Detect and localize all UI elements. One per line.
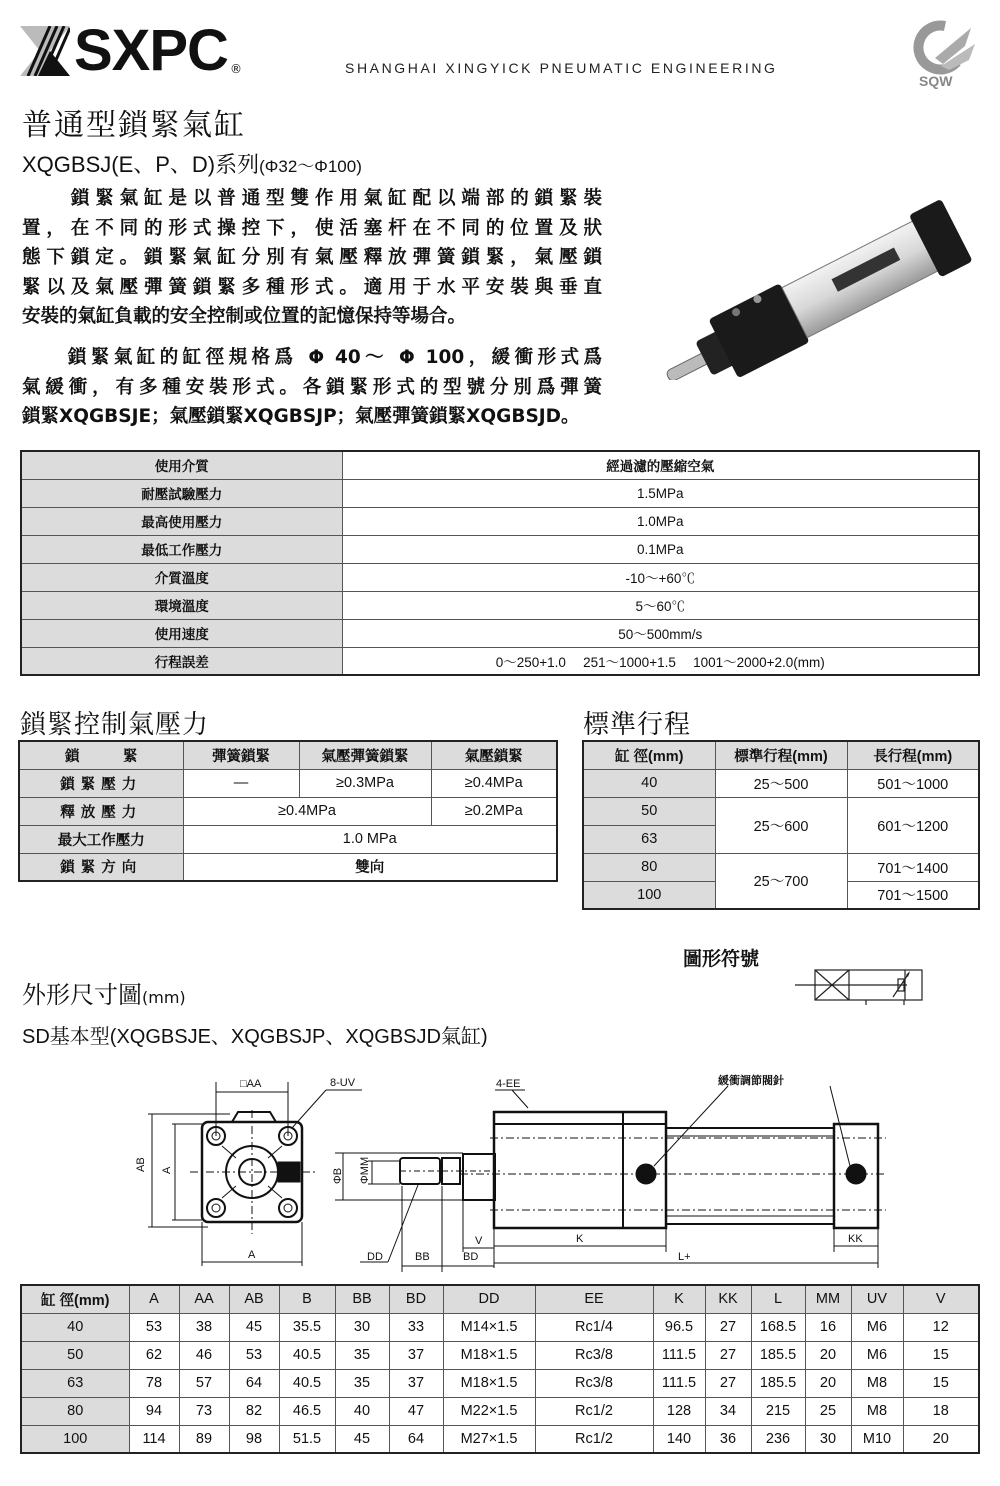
cell: ≥0.2MPa	[431, 797, 557, 825]
table-row	[21, 1341, 979, 1369]
cell: 96.5	[653, 1313, 705, 1341]
sxpc-logo-mark-icon	[20, 26, 70, 76]
cell: 45	[335, 1425, 389, 1453]
cell: 57	[179, 1369, 229, 1397]
row-label: 最大工作壓力	[19, 825, 183, 853]
table-row	[21, 507, 979, 535]
bore-cell: 100	[583, 881, 715, 909]
header-cell: 鎖 緊	[19, 741, 183, 769]
cell: 46	[179, 1341, 229, 1369]
cell: Rc1/4	[535, 1313, 653, 1341]
series-name: XQGBSJ(E、P、D)系列	[22, 152, 260, 177]
cell: 30	[805, 1425, 851, 1453]
cell: 185.5	[751, 1341, 805, 1369]
intro-paragraph-1	[22, 184, 602, 332]
bore-cell: 80	[21, 1397, 129, 1425]
label-a-vertical: A	[161, 1166, 173, 1174]
cell: M8	[851, 1369, 903, 1397]
lock-section-title: 鎖緊控制氣壓力	[20, 710, 210, 740]
spec-value: 0～250+1.0 251～1000+1.5 1001～2000+2.0(mm)	[342, 647, 979, 675]
company-name: SHANGHAI XINGYICK PNEUMATIC ENGINEERING	[345, 60, 778, 76]
header-cell: 氣壓彈簧鎖緊	[299, 741, 431, 769]
cell: 89	[179, 1425, 229, 1453]
paragraph-line: 氣緩衝，有多種安裝形式。各鎖緊形式的型號分別爲彈簧	[22, 376, 602, 398]
cell: 34	[705, 1397, 751, 1425]
bore-cell: 50	[583, 797, 715, 825]
symbol-label: 圖形符號	[683, 948, 760, 970]
logo-text: SXPC	[74, 18, 228, 83]
table-row	[21, 1369, 979, 1397]
cell: 27	[705, 1341, 751, 1369]
cell: 27	[705, 1369, 751, 1397]
cell: 111.5	[653, 1369, 705, 1397]
cylinder-product-photo	[625, 160, 995, 380]
bore-cell: 63	[21, 1369, 129, 1397]
cell: 62	[129, 1341, 179, 1369]
table-row	[19, 853, 557, 881]
cell: 15	[903, 1341, 979, 1369]
cell: 601～1200	[847, 797, 979, 853]
cell: Rc1/2	[535, 1397, 653, 1425]
cell: 701～1400	[847, 853, 979, 881]
cell: 51.5	[279, 1425, 335, 1453]
cell: 25～700	[715, 853, 847, 909]
cell: 140	[653, 1425, 705, 1453]
spec-label: 最低工作壓力	[21, 535, 342, 563]
lock-pressure-table	[18, 740, 558, 882]
spec-value: 0.1MPa	[342, 535, 979, 563]
cell: 25	[805, 1397, 851, 1425]
label-phi-mm: ΦMM	[359, 1156, 371, 1184]
spec-value: 1.0MPa	[342, 507, 979, 535]
cell: 47	[389, 1397, 443, 1425]
header-cell: B	[279, 1285, 335, 1313]
spec-value: -10～+60℃	[342, 563, 979, 591]
header-cell: A	[129, 1285, 179, 1313]
cell: ≥0.3MPa	[299, 769, 431, 797]
cell: 40.5	[279, 1369, 335, 1397]
table-row	[21, 591, 979, 619]
header-cell: BD	[389, 1285, 443, 1313]
spec-label: 使用速度	[21, 619, 342, 647]
table-row	[21, 647, 979, 675]
label-uv: 8-UV	[330, 1077, 356, 1089]
sqw-logo-text: SQW	[919, 73, 953, 89]
cell: 53	[129, 1313, 179, 1341]
cell: 45	[229, 1313, 279, 1341]
cell: 215	[751, 1397, 805, 1425]
header-cell: DD	[443, 1285, 535, 1313]
dimensions-unit: (mm)	[142, 988, 186, 1007]
header-cell: AB	[229, 1285, 279, 1313]
header-cell: L	[751, 1285, 805, 1313]
pneumatic-symbol-icon	[795, 965, 925, 1005]
bore-cell: 100	[21, 1425, 129, 1453]
paragraph-line: 緊以及氣壓彈簧鎖緊多種形式。適用于水平安裝與垂直	[22, 276, 602, 298]
series-subtitle	[22, 148, 362, 179]
cell: 78	[129, 1369, 179, 1397]
cell: M18×1.5	[443, 1369, 535, 1397]
series-range: (Φ32～Φ100)	[259, 157, 362, 176]
cell: 53	[229, 1341, 279, 1369]
cell: 27	[705, 1313, 751, 1341]
paragraph-line: 鎖緊XQGBSJE；氣壓鎖緊XQGBSJP；氣壓彈簧鎖緊XQGBSJD。	[22, 406, 580, 427]
cell: M27×1.5	[443, 1425, 535, 1453]
cell: 128	[653, 1397, 705, 1425]
cell: Rc3/8	[535, 1369, 653, 1397]
bore-cell: 63	[583, 825, 715, 853]
dimensions-title	[22, 975, 186, 1010]
cell: 701～1500	[847, 881, 979, 909]
cell: ≥0.4MPa	[183, 797, 431, 825]
table-row	[21, 535, 979, 563]
spec-value: 5～60℃	[342, 591, 979, 619]
sd-type-title: SD基本型(XQGBSJE、XQGBSJP、XQGBSJD氣缸)	[22, 1026, 488, 1048]
label-cushion-needle: 緩衝調節閥針	[718, 1075, 784, 1087]
table-row	[21, 1397, 979, 1425]
label-l: L+	[678, 1251, 691, 1263]
cell: 20	[805, 1369, 851, 1397]
paragraph-line: 鎖緊氣缸是以普通型雙作用氣缸配以端部的鎖緊裝	[22, 188, 602, 209]
cell: 38	[179, 1313, 229, 1341]
label-bb: BB	[415, 1251, 430, 1263]
cell: 40	[335, 1397, 389, 1425]
dimension-table	[20, 1284, 980, 1454]
cell: 73	[179, 1397, 229, 1425]
sqw-logo-icon	[905, 18, 977, 90]
table-row	[583, 797, 979, 825]
table-row	[21, 1425, 979, 1453]
cell: M18×1.5	[443, 1341, 535, 1369]
label-phi-b: ΦB	[332, 1167, 344, 1184]
table-row	[583, 853, 979, 881]
bore-cell: 40	[583, 769, 715, 797]
header-cell: 缸 徑(mm)	[21, 1285, 129, 1313]
spec-value: 50～500mm/s	[342, 619, 979, 647]
header-cell: KK	[705, 1285, 751, 1313]
header-cell: BB	[335, 1285, 389, 1313]
cell: 40.5	[279, 1341, 335, 1369]
bore-cell: 50	[21, 1341, 129, 1369]
table-header-row	[583, 741, 979, 769]
label-k: K	[576, 1233, 584, 1245]
cell: 64	[229, 1369, 279, 1397]
cell: M14×1.5	[443, 1313, 535, 1341]
cell: 16	[805, 1313, 851, 1341]
table-row	[19, 825, 557, 853]
table-row	[21, 451, 979, 479]
table-row	[21, 619, 979, 647]
paragraph-line: 置，在不同的形式操控下，使活塞杆在不同的位置及狀	[22, 217, 602, 239]
cell: 98	[229, 1425, 279, 1453]
table-header-row	[21, 1285, 979, 1313]
cell: 35	[335, 1369, 389, 1397]
cell: 20	[805, 1341, 851, 1369]
cell: 236	[751, 1425, 805, 1453]
header-cell: 氣壓鎖緊	[431, 741, 557, 769]
cell: 64	[389, 1425, 443, 1453]
header-cell: V	[903, 1285, 979, 1313]
header-cell: 彈簧鎖緊	[183, 741, 299, 769]
header-cell: 長行程(mm)	[847, 741, 979, 769]
table-row	[21, 479, 979, 507]
header-cell: UV	[851, 1285, 903, 1313]
table-row	[21, 563, 979, 591]
cell: ≥0.4MPa	[431, 769, 557, 797]
spec-label: 介質溫度	[21, 563, 342, 591]
label-ee: 4-EE	[496, 1078, 521, 1090]
cell: 20	[903, 1425, 979, 1453]
cell: 37	[389, 1341, 443, 1369]
cell: 35	[335, 1341, 389, 1369]
spec-label: 最高使用壓力	[21, 507, 342, 535]
header-cell: AA	[179, 1285, 229, 1313]
cell: 30	[335, 1313, 389, 1341]
registered-mark: ®	[229, 62, 242, 76]
spec-label: 環境溫度	[21, 591, 342, 619]
cell: 168.5	[751, 1313, 805, 1341]
table-row	[583, 769, 979, 797]
stroke-section-title: 標準行程	[583, 710, 692, 740]
cell: M22×1.5	[443, 1397, 535, 1425]
paragraph-line: 安裝的氣缸負載的安全控制或位置的記憶保持等場合。	[22, 306, 467, 327]
cell: 33	[389, 1313, 443, 1341]
dimension-drawing	[130, 1072, 890, 1272]
label-dd: DD	[367, 1251, 383, 1263]
cell: 114	[129, 1425, 179, 1453]
header-cell: 標準行程(mm)	[715, 741, 847, 769]
header-cell: EE	[535, 1285, 653, 1313]
cell: M6	[851, 1341, 903, 1369]
cell: 25～600	[715, 797, 847, 853]
cell: Rc3/8	[535, 1341, 653, 1369]
cell: M6	[851, 1313, 903, 1341]
page-title: 普通型鎖緊氣缸	[22, 108, 246, 143]
label-kk: KK	[848, 1233, 863, 1245]
table-header-row	[19, 741, 557, 769]
cell: 94	[129, 1397, 179, 1425]
cell: 185.5	[751, 1369, 805, 1397]
spec-label: 使用介質	[21, 451, 342, 479]
spec-value: 經過濾的壓縮空氣	[342, 451, 979, 479]
spec-value: 1.5MPa	[342, 479, 979, 507]
row-label: 鎖緊方向	[19, 853, 183, 881]
row-label: 釋放壓力	[19, 797, 183, 825]
cell: Rc1/2	[535, 1425, 653, 1453]
bore-cell: 40	[21, 1313, 129, 1341]
spec-label: 耐壓試驗壓力	[21, 479, 342, 507]
header-cell: MM	[805, 1285, 851, 1313]
cell: 25～500	[715, 769, 847, 797]
row-label: 鎖緊壓力	[19, 769, 183, 797]
cell: 雙向	[183, 853, 557, 881]
table-row	[21, 1313, 979, 1341]
cell: 46.5	[279, 1397, 335, 1425]
table-row	[19, 769, 557, 797]
cell: 12	[903, 1313, 979, 1341]
cell: 36	[705, 1425, 751, 1453]
label-bd: BD	[463, 1251, 479, 1263]
bore-cell: 80	[583, 853, 715, 881]
cell: —	[183, 769, 299, 797]
paragraph-line: 態下鎖定。鎖緊氣缸分別有氣壓釋放彈簧鎖緊，氣壓鎖	[22, 247, 602, 268]
cell: 111.5	[653, 1341, 705, 1369]
paragraph-line: 鎖緊氣缸的缸徑規格爲 Φ 40～ Φ 100，緩衝形式爲	[22, 347, 602, 368]
cell: M8	[851, 1397, 903, 1425]
cell: M10	[851, 1425, 903, 1453]
sxpc-logo	[20, 18, 242, 83]
header-cell: K	[653, 1285, 705, 1313]
cell: 82	[229, 1397, 279, 1425]
label-v: V	[475, 1235, 483, 1247]
label-aa: □AA	[240, 1078, 262, 1090]
header-cell: 缸 徑(mm)	[583, 741, 715, 769]
cell: 1.0 MPa	[183, 825, 557, 853]
standard-stroke-table	[582, 740, 980, 910]
cell: 18	[903, 1397, 979, 1425]
dimensions-title-text: 外形尺寸圖	[22, 981, 142, 1009]
cell: 37	[389, 1369, 443, 1397]
spec-table	[20, 450, 980, 676]
label-a-horizontal: A	[248, 1249, 256, 1261]
table-row	[19, 797, 557, 825]
intro-paragraph-2	[22, 343, 602, 432]
spec-label: 行程誤差	[21, 647, 342, 675]
cell: 501～1000	[847, 769, 979, 797]
label-ab: AB	[135, 1157, 147, 1172]
cell: 15	[903, 1369, 979, 1397]
cell: 35.5	[279, 1313, 335, 1341]
